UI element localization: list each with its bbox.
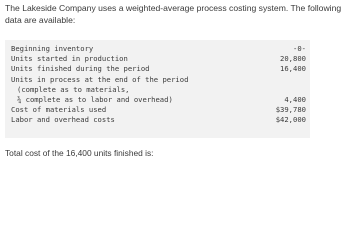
problem-intro: The Lakeside Company uses a weighted-average process costing system. The following data are available: xyxy=(5,3,342,25)
row-value: -0- xyxy=(293,44,306,53)
question-text: Total cost of the 16,400 units finished is: xyxy=(5,148,154,158)
data-row-labor-overhead-note xyxy=(11,95,306,105)
row-value: 20,800 xyxy=(280,54,306,64)
data-row-units-started xyxy=(11,54,306,64)
row-value: $42,000 xyxy=(275,115,306,125)
data-table xyxy=(5,40,310,138)
data-row-beginning-inventory xyxy=(11,44,306,54)
row-label: Units started in production xyxy=(11,54,128,64)
row-label: Beginning inventory xyxy=(11,44,94,53)
data-row-labor-overhead-costs xyxy=(11,115,306,125)
data-row-units-finished xyxy=(11,64,306,74)
data-rows xyxy=(11,44,306,126)
row-value: 16,400 xyxy=(280,64,306,74)
row-label: ¾ complete as to labor and overhead) xyxy=(17,94,173,104)
row-label: Labor and overhead costs xyxy=(11,115,115,125)
row-label: Cost of materials used xyxy=(11,105,107,115)
data-row-units-in-process xyxy=(11,75,306,85)
row-value: $39,780 xyxy=(275,105,306,115)
row-label: (complete as to materials, xyxy=(17,84,130,94)
data-row-materials-note xyxy=(11,85,306,95)
row-label: Units finished during the period xyxy=(11,64,150,74)
data-row-cost-of-materials xyxy=(11,105,306,115)
row-value: 4,400 xyxy=(284,94,306,104)
row-label: Units in process at the end of the period xyxy=(11,74,189,84)
